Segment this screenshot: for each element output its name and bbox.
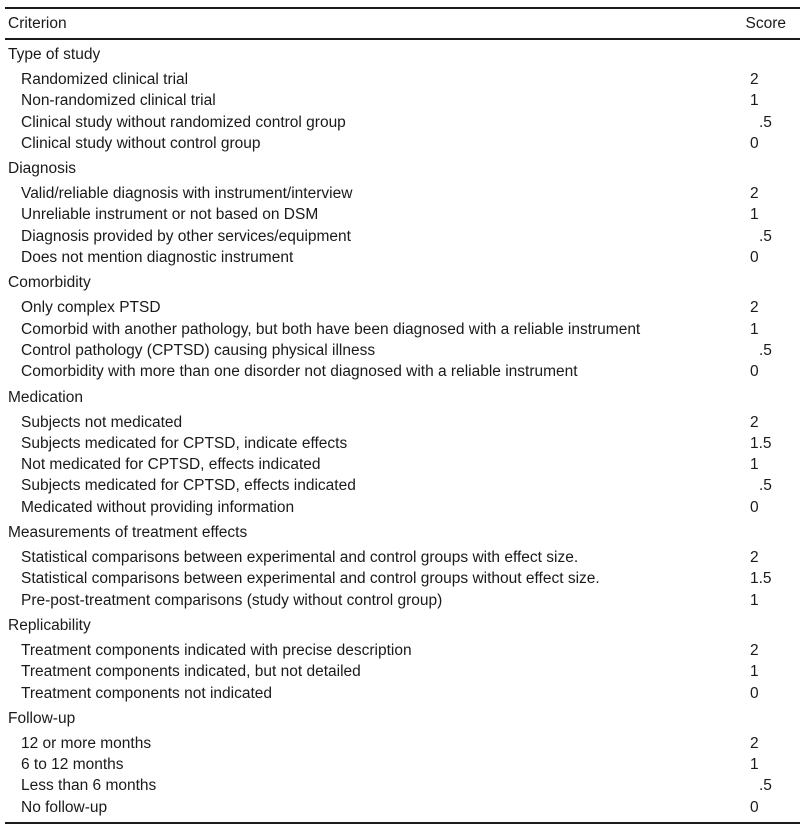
table-row [5,754,800,775]
table-row [5,183,800,204]
score-cell [725,361,800,382]
criterion-label: Statistical comparisons between experimental and control groups with effect size. [21,549,579,567]
score-value: 0 [750,249,759,267]
criterion-label: Comorbidity with more than one disorder not diagnosed with a reliable instrument [21,363,578,381]
header-rule [5,38,800,40]
score-value: 2 [750,299,759,317]
table-body [5,44,800,818]
criterion-label: Comorbid with another pathology, but both have been diagnosed with a reliable instrument [21,320,641,338]
criterion-label: Pre-post-treatment comparisons (study without control group) [21,591,443,609]
score-value: 1 [750,456,759,474]
criterion-label: Clinical study without control group [21,134,261,152]
table-row [5,733,800,754]
criterion-label: Subjects medicated for CPTSD, indicate effects [21,434,348,452]
score-value: 1 [750,206,759,224]
table-row [5,797,800,818]
score-cell [725,340,800,361]
score-cell [725,661,800,682]
table-row [5,433,800,454]
criterion-column-header: Criterion [8,14,67,32]
criteria-table [5,7,800,824]
criterion-label: Treatment components not indicated [21,684,273,702]
criterion-label: Randomized clinical trial [21,71,189,88]
score-cell [725,433,800,454]
section-heading: Follow-up [8,709,76,727]
section-heading: Measurements of treatment effects [8,524,248,542]
table-row [5,90,800,111]
section-heading: Diagnosis [8,160,77,178]
score-value: .5 [759,113,772,131]
criterion-label: Valid/reliable diagnosis with instrument/interview [21,185,353,203]
table-row [5,133,800,154]
score-value: 1 [750,591,759,609]
criterion-label: Clinical study without randomized control group [21,113,346,131]
score-cell [725,297,800,318]
section-heading: Medication [8,388,83,406]
section-heading: Replicability [8,616,91,634]
table-row [5,475,800,496]
score-cell [725,412,800,433]
score-cell [725,69,800,90]
criterion-label: Treatment components indicated, but not detailed [21,663,361,681]
table-row [5,204,800,225]
section-heading: Comorbidity [8,274,91,292]
score-value: 1 [750,756,759,774]
criterion-label: Medicated without providing information [21,498,295,516]
score-value: 1.5 [750,570,772,588]
score-value: 2 [750,641,759,659]
score-value: .5 [759,341,772,359]
table-row [5,69,800,90]
table-row [5,547,800,568]
criterion-label: Control pathology (CPTSD) causing physical illness [21,341,376,359]
criterion-label: Does not mention diagnostic instrument [21,249,294,267]
score-value: 2 [750,413,759,431]
score-value: 1 [750,92,759,110]
score-cell [725,475,800,496]
criterion-label: Less than 6 months [21,777,157,795]
score-value: 1.5 [750,434,772,452]
table-row [5,640,800,661]
score-value: .5 [759,477,772,495]
table-header [5,9,800,38]
score-cell [725,183,800,204]
score-cell [725,797,800,818]
score-cell [725,454,800,475]
score-cell [725,497,800,518]
score-value: 2 [750,734,759,752]
table-row [5,454,800,475]
table-row [5,497,800,518]
table-row [5,112,800,133]
score-value: 0 [750,363,759,381]
score-value: 0 [750,684,759,702]
criterion-label: Not medicated for CPTSD, effects indicated [21,456,321,474]
score-cell [725,754,800,775]
score-value: .5 [759,777,772,795]
score-cell [725,247,800,268]
score-value: 2 [750,185,759,203]
table-row [5,568,800,589]
score-cell [725,204,800,225]
score-cell [725,133,800,154]
table-row [5,683,800,704]
criterion-label: Subjects medicated for CPTSD, effects indicated [21,477,356,495]
score-value: 1 [750,320,759,338]
score-cell [725,319,800,340]
score-value: 0 [750,134,759,152]
table-row [5,661,800,682]
score-cell [725,733,800,754]
criterion-label: 12 or more months [21,734,152,752]
criterion-label: Unreliable instrument or not based on DSM [21,206,319,224]
criterion-label: Treatment components indicated with precise description [21,641,412,659]
table-row [5,775,800,796]
score-cell [725,590,800,611]
criterion-label: No follow-up [21,798,108,816]
score-column-header: Score [745,14,786,32]
score-cell [725,90,800,111]
table-row [5,412,800,433]
score-cell [725,226,800,247]
bottom-rule [5,822,800,824]
score-value: .5 [759,227,772,245]
score-cell [725,112,800,133]
score-cell [725,775,800,796]
table-row [5,590,800,611]
table-row [5,361,800,382]
score-cell [725,547,800,568]
criterion-label: Statistical comparisons between experimental and control groups without effect size. [21,570,600,588]
table-row [5,340,800,361]
score-cell [725,640,800,661]
score-cell [725,683,800,704]
criterion-label: Subjects not medicated [21,413,183,431]
score-value: 1 [750,663,759,681]
score-value: 0 [750,798,759,816]
section-heading: Type of study [8,46,101,63]
score-value: 0 [750,498,759,516]
criterion-label: Non-randomized clinical trial [21,92,216,110]
table-row [5,247,800,268]
criterion-label: Diagnosis provided by other services/equipment [21,227,351,245]
table-row [5,319,800,340]
score-value: 2 [750,549,759,567]
score-cell [725,568,800,589]
score-value: 2 [750,71,759,88]
table-row [5,226,800,247]
criterion-label: Only complex PTSD [21,299,161,317]
criterion-label: 6 to 12 months [21,756,124,774]
table-row [5,297,800,318]
